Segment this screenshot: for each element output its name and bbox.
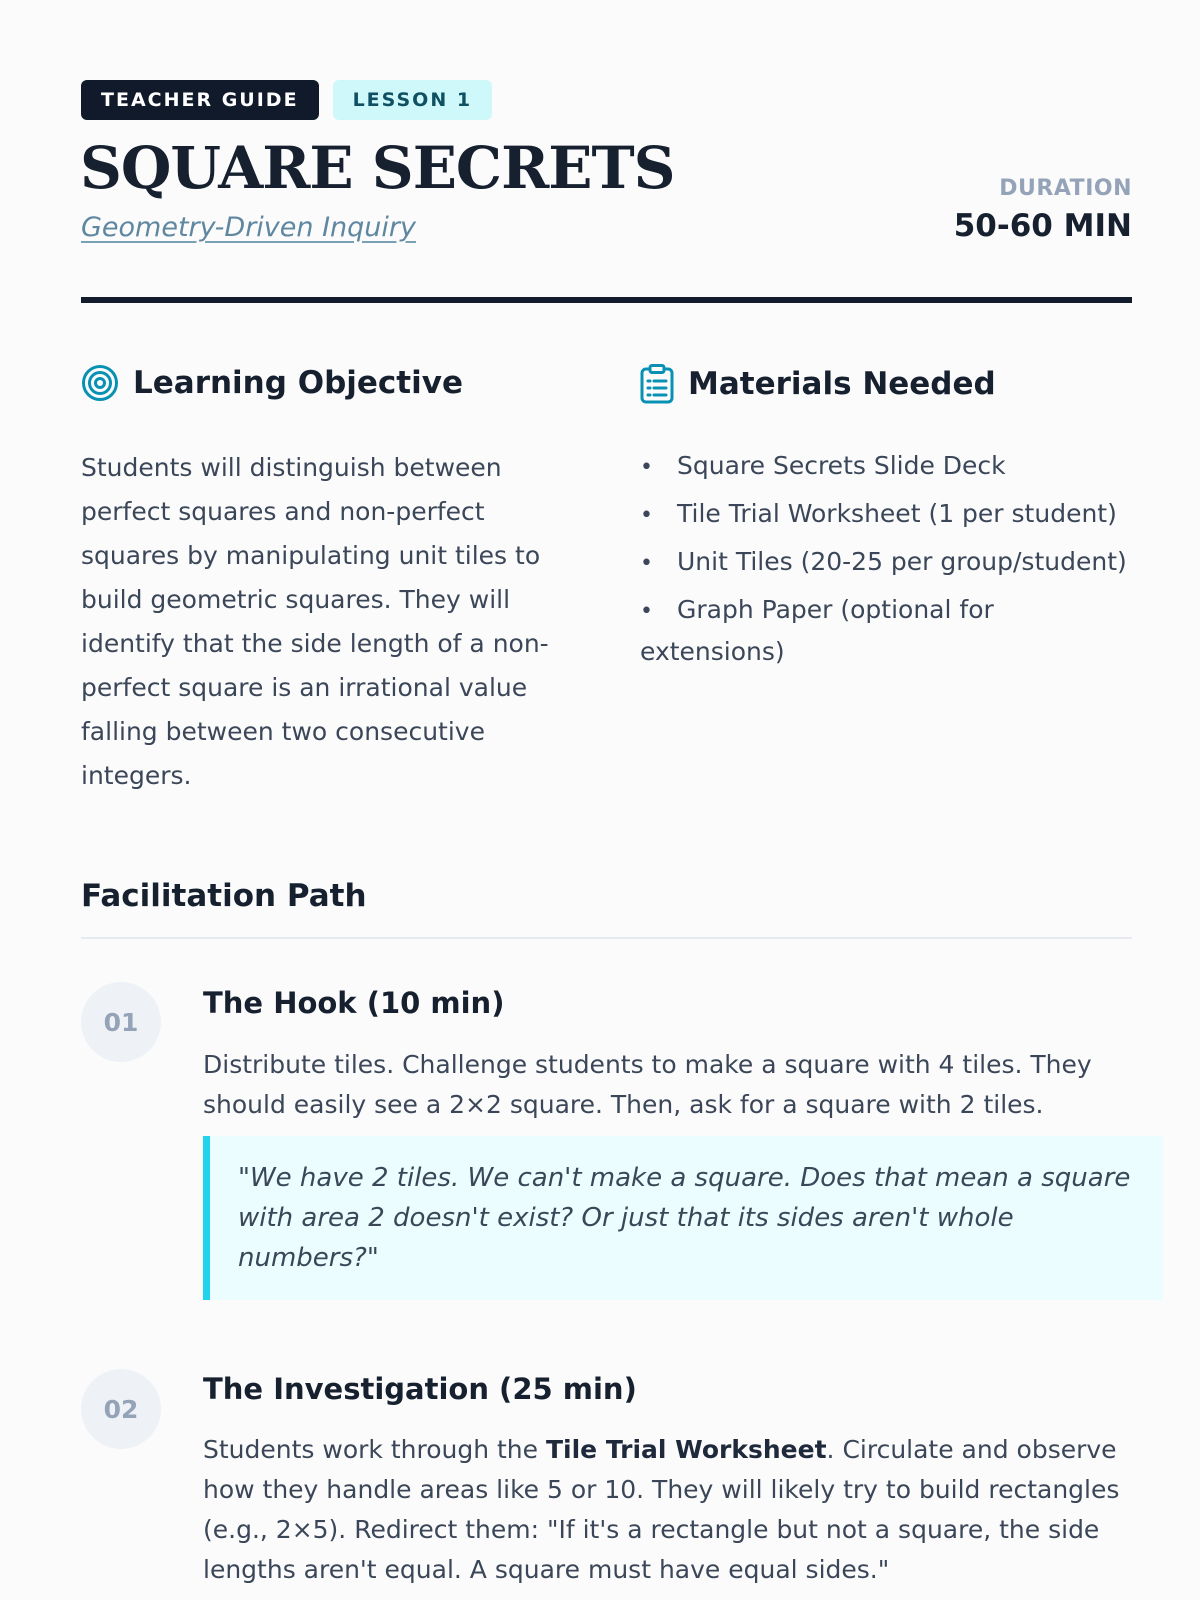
facilitation-heading: Facilitation Path xyxy=(81,878,367,914)
lesson-badge: LESSON 1 xyxy=(333,80,493,120)
header-divider xyxy=(81,297,1132,303)
teacher-prompt-quote: "We have 2 tiles. We can't make a square. Does that mean a square with area 2 doesn't exist? Or just that its sides aren't whole numbers?" xyxy=(203,1136,1163,1300)
list-item: • Graph Paper (optional for extensions) xyxy=(640,590,1140,672)
duration-value: 50-60 MIN xyxy=(953,208,1132,244)
step-number: 02 xyxy=(81,1369,161,1449)
objective-text: Students will distinguish between perfect squares and non-perfect squares by manipulating unit tiles to build geometric squares. They will identify that the side length of a non-perfect square is an irrational value falling between two consecutive integers. xyxy=(81,453,549,790)
materials-header xyxy=(640,364,996,404)
step-body-text: . Circulate and observe how they handle areas like 5 or 10. They will likely try to build rectangles (e.g., 2×5). Redirect them: "If it's a rectangle but not a square, the side lengths aren't equal. A square must have equal sides." xyxy=(203,1435,1120,1584)
facilitation-divider xyxy=(81,937,1132,939)
step-title: The Investigation (25 min) xyxy=(203,1372,637,1406)
step-body xyxy=(203,1430,1138,1590)
step-title: The Hook (10 min) xyxy=(203,986,505,1020)
list-item: • Tile Trial Worksheet (1 per student) xyxy=(640,494,1140,536)
subtitle-link[interactable]: Geometry-Driven Inquiry xyxy=(81,212,416,243)
teacher-guide-badge: TEACHER GUIDE xyxy=(81,80,319,120)
clipboard-list-icon xyxy=(640,364,674,404)
list-item: • Unit Tiles (20-25 per group/student) xyxy=(640,542,1140,584)
duration-label: DURATION xyxy=(999,176,1132,201)
objective-heading: Learning Objective xyxy=(133,365,463,401)
page-title: SQUARE SECRETS xyxy=(80,134,675,202)
materials-heading: Materials Needed xyxy=(688,366,996,402)
list-item: • Square Secrets Slide Deck xyxy=(640,446,1140,488)
step-body-text: Students work through the xyxy=(203,1435,546,1464)
target-icon xyxy=(81,364,119,402)
worksheet-name: Tile Trial Worksheet xyxy=(545,1435,827,1464)
objective-header xyxy=(81,364,463,402)
materials-list xyxy=(640,446,1140,678)
header-badges xyxy=(81,80,492,120)
step-number: 01 xyxy=(81,982,161,1062)
step-body: Distribute tiles. Challenge students to make a square with 4 tiles. They should easily see a 2×2 square. Then, ask for a square with 2 tiles. xyxy=(203,1050,1092,1119)
